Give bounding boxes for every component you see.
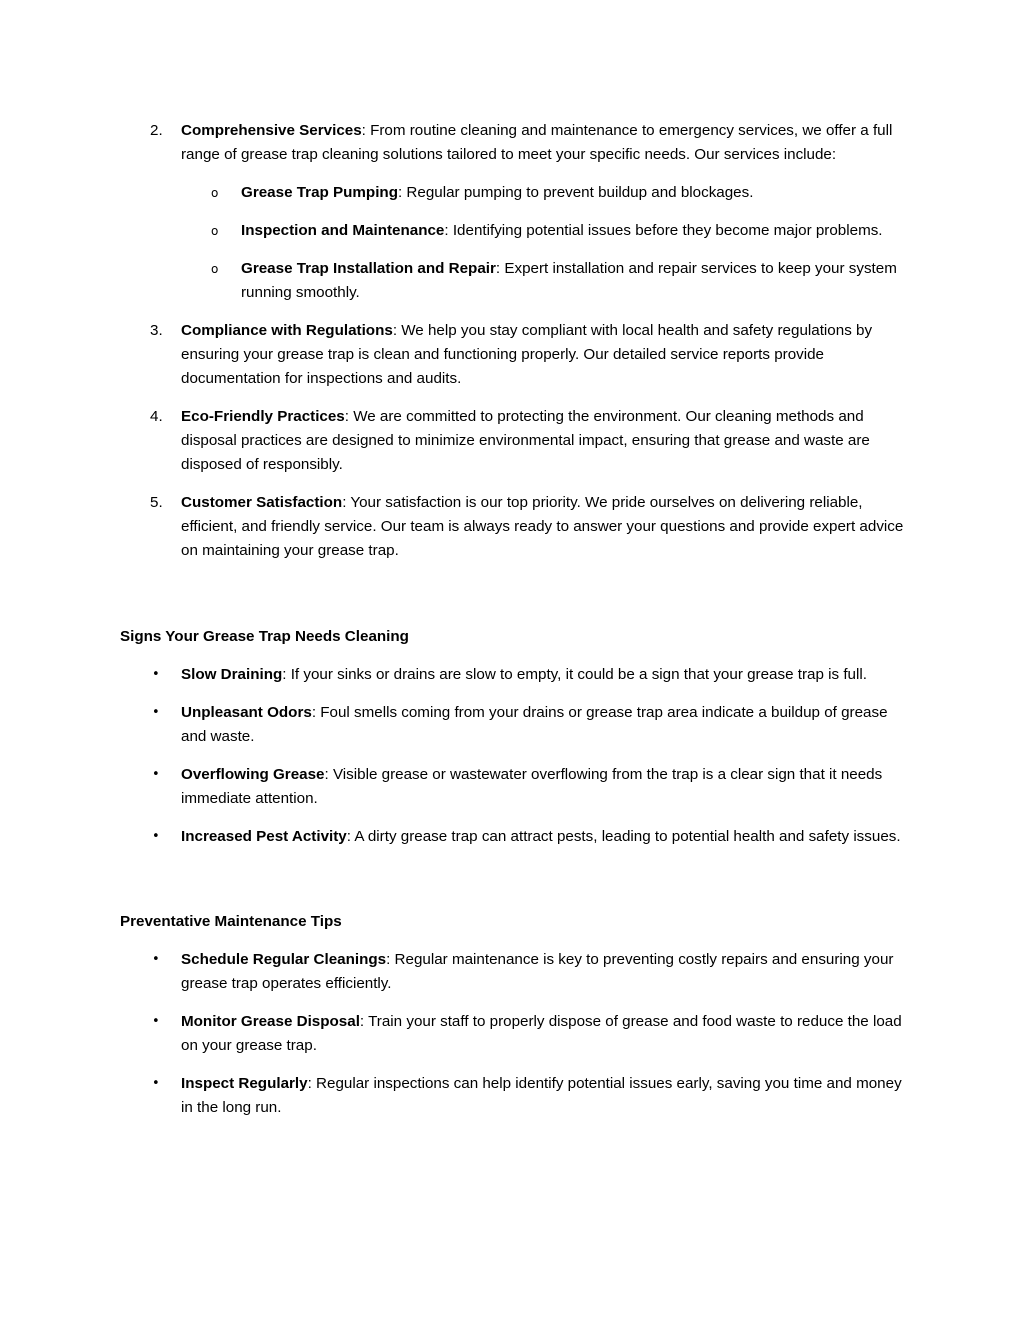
item-term: Comprehensive Services xyxy=(181,122,362,139)
item-text: : Regular maintenance is key to preventing costly repairs and ensuring your grease trap operates efficiently. xyxy=(181,951,894,992)
item-term: Schedule Regular Cleanings xyxy=(181,951,387,968)
signs-bullet-list xyxy=(120,663,905,863)
services-sub-list xyxy=(181,181,905,305)
bullet-icon: • xyxy=(152,1014,160,1029)
list-item-inspect-regularly xyxy=(120,1072,905,1120)
bullet-icon: • xyxy=(152,767,160,782)
item-text: : Train your staff to properly dispose of grease and food waste to reduce the load on your grease trap. xyxy=(181,1013,902,1054)
bullet-icon: • xyxy=(152,667,160,682)
item-text: : Visible grease or wastewater overflowing from the trap is a clear sign that it needs immediate attention. xyxy=(181,766,883,807)
sub-item-term: Grease Trap Installation and Repair xyxy=(241,260,496,277)
item-term: Eco-Friendly Practices xyxy=(181,408,345,425)
sub-item-installation-repair xyxy=(181,257,905,305)
item-text: : Your satisfaction is our top priority. We pride ourselves on delivering reliable, efficient, and friendly service. Our team is always ready to answer your questions and provide expert advice on maintaining your grease trap. xyxy=(181,494,904,559)
sub-item-inspection-maintenance xyxy=(181,219,905,243)
sub-item-text: : Regular pumping to prevent buildup and blockages. xyxy=(397,184,754,201)
sub-item-text: : Identifying potential issues before they become major problems. xyxy=(444,222,883,239)
bullet-icon: • xyxy=(152,952,160,967)
numbered-item-customer-satisfaction xyxy=(120,491,905,563)
item-text: : If your sinks or drains are slow to empty, it could be a sign that your grease trap is full. xyxy=(282,666,867,683)
numbered-item-comprehensive-services xyxy=(120,119,905,305)
item-term: Compliance with Regulations xyxy=(181,322,393,339)
sub-item-text: : Expert installation and repair services to keep your system running smoothly. xyxy=(241,260,897,301)
list-item-slow-draining xyxy=(120,663,905,687)
list-item-unpleasant-odors xyxy=(120,701,905,749)
item-term: Monitor Grease Disposal xyxy=(181,1013,360,1030)
services-numbered-list xyxy=(120,119,905,577)
tips-bullet-list xyxy=(120,948,905,1134)
item-text: : A dirty grease trap can attract pests, leading to potential health and safety issues. xyxy=(346,828,901,845)
item-term: Inspect Regularly xyxy=(181,1075,308,1092)
numbered-item-compliance xyxy=(120,319,905,391)
item-term: Overflowing Grease xyxy=(181,766,325,783)
sub-item-term: Inspection and Maintenance xyxy=(241,222,445,239)
list-number: 2. xyxy=(150,122,163,139)
list-item-overflowing-grease xyxy=(120,763,905,811)
hollow-bullet-icon: o xyxy=(211,186,219,200)
numbered-item-eco-friendly xyxy=(120,405,905,477)
item-term: Increased Pest Activity xyxy=(181,828,347,845)
item-text: : Regular inspections can help identify potential issues early, saving you time and money in the long run. xyxy=(181,1075,902,1116)
list-item-schedule-cleanings xyxy=(120,948,905,996)
item-text: : From routine cleaning and maintenance to emergency services, we offer a full range of grease trap cleaning solutions tailored to meet your specific needs. Our services include: xyxy=(181,122,893,163)
tips-section-heading: Preventative Maintenance Tips xyxy=(120,913,342,930)
item-text: : Foul smells coming from your drains or grease trap area indicate a buildup of grease and waste. xyxy=(181,704,888,745)
item-term: Customer Satisfaction xyxy=(181,494,343,511)
item-term: Slow Draining xyxy=(181,666,283,683)
item-text: : We help you stay compliant with local health and safety regulations by ensuring your grease trap is clean and functioning properly. Our detailed service reports provide documentation for inspections and audits. xyxy=(181,322,873,387)
list-item-increased-pest-activity xyxy=(120,825,905,849)
item-term: Unpleasant Odors xyxy=(181,704,312,721)
list-number: 4. xyxy=(150,408,163,425)
sub-item-term: Grease Trap Pumping xyxy=(241,184,398,201)
hollow-bullet-icon: o xyxy=(211,262,219,276)
list-number: 3. xyxy=(150,322,163,339)
sub-item-grease-trap-pumping xyxy=(181,181,905,205)
item-text: : We are committed to protecting the environment. Our cleaning methods and disposal practices are designed to minimize environmental impact, ensuring that grease and waste are disposed of responsibly. xyxy=(181,408,870,473)
list-number: 5. xyxy=(150,494,163,511)
bullet-icon: • xyxy=(152,829,160,844)
signs-section-heading: Signs Your Grease Trap Needs Cleaning xyxy=(120,628,409,645)
bullet-icon: • xyxy=(152,1076,160,1091)
list-item-monitor-disposal xyxy=(120,1010,905,1058)
bullet-icon: • xyxy=(152,705,160,720)
hollow-bullet-icon: o xyxy=(211,224,219,238)
